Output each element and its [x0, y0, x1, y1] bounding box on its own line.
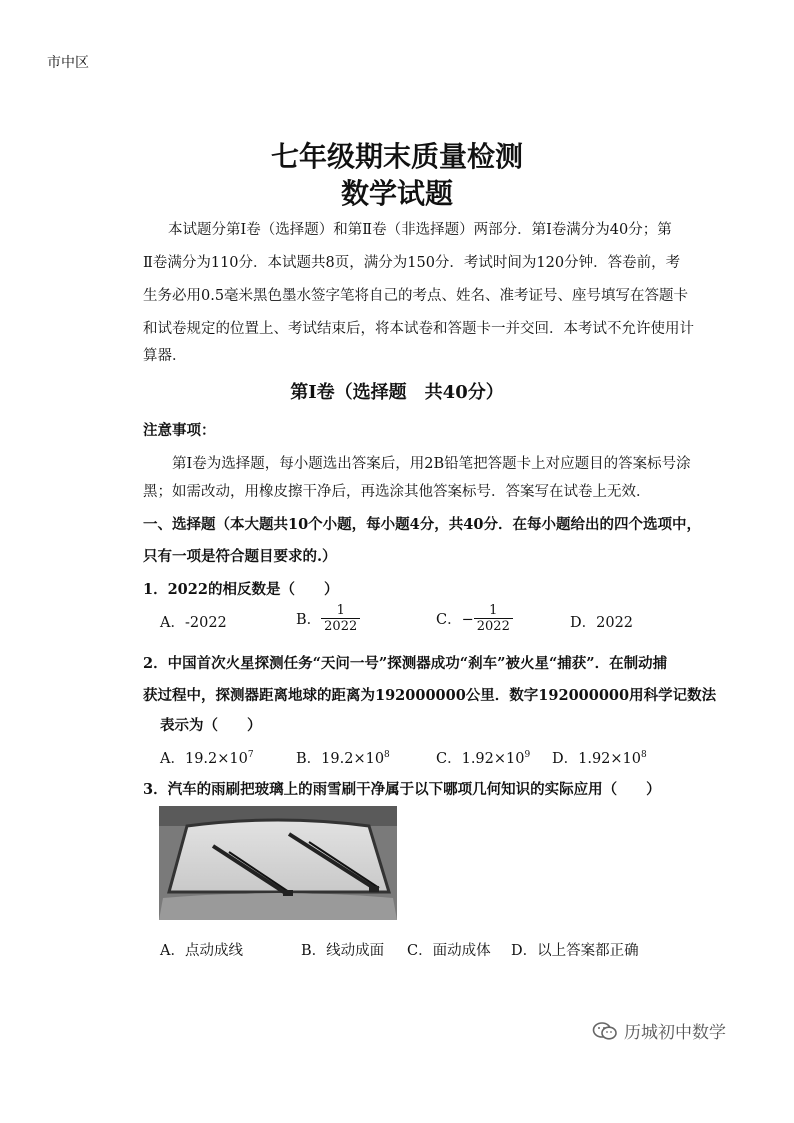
q1-option-b-label: B． [296, 612, 322, 628]
exam-title: 七年级期末质量检测 [270, 140, 523, 173]
windshield-wiper-illustration [159, 806, 397, 920]
q3-stem: 3．汽车的雨刷把玻璃上的雨雪刷干净属于以下哪项几何知识的实际应用（ ） [143, 781, 661, 798]
q2-b-base: B．19.2×10 [296, 751, 385, 767]
intro-line-1: 本试题分第Ⅰ卷（选择题）和第Ⅱ卷（非选择题）两部分．第Ⅰ卷满分为40分；第 [168, 222, 672, 238]
exam-subtitle: 数学试题 [340, 177, 453, 210]
q2-a-exponent: 7 [247, 750, 254, 761]
q2-line-3: 表示为（ ） [160, 717, 262, 734]
intro-line-3: 生务必用0.5毫米黑色墨水签字笔将自己的考点、姓名、准考证号、座号填写在答题卡 [143, 288, 689, 304]
intro-line-5: 算器． [143, 348, 187, 364]
q2-option-c [436, 747, 530, 768]
q1-b-denominator: 2022 [321, 618, 360, 634]
q2-c-base: C．1.92×10 [436, 751, 525, 767]
intro-line-4: 和试卷规定的位置上、考试结束后，将本试卷和答题卡一并交回．本考试不允许使用计 [143, 321, 694, 337]
q2-line-1: 2．中国首次火星探测任务“天问一号”探测器成功“刹车”被火星“捕获”．在制动捕 [143, 655, 668, 672]
q2-c-exponent: 9 [524, 750, 531, 761]
windshield-wiper-photo [159, 806, 397, 920]
q2-a-base: A．19.2×10 [160, 751, 248, 767]
region-label: 市中区 [47, 55, 89, 71]
notice-line-1: 第Ⅰ卷为选择题，每小题选出答案后，用2B铅笔把答题卡上对应题目的答案标号涂 [172, 456, 691, 472]
q1-option-d: D．2022 [570, 615, 634, 631]
q1-option-c [436, 603, 513, 634]
q2-option-d [552, 747, 647, 768]
q3-option-a: A．点动成线 [160, 943, 243, 959]
q1-option-a: A．-2022 [160, 615, 227, 631]
q1-option-b [296, 603, 360, 634]
q3-option-b: B．线动成面 [301, 943, 385, 959]
q2-d-base: D．1.92×10 [552, 751, 642, 767]
wechat-icon [592, 1021, 618, 1041]
q1-option-b-fraction [321, 603, 360, 634]
q1-stem: 1．2022的相反数是（ ） [143, 581, 339, 598]
q2-option-a [160, 747, 254, 768]
section-title: 第Ⅰ卷（选择题 共40分） [290, 382, 504, 403]
watermark-text: 历城初中数学 [624, 1023, 726, 1043]
q2-b-exponent: 8 [384, 750, 390, 761]
notice-line-2: 黑；如需改动，用橡皮擦干净后，再选涂其他答案标号．答案写在试卷上无效． [143, 484, 651, 500]
q1-option-c-label: C．− [436, 612, 474, 628]
part-heading-line-1: 一、选择题（本大题共10个小题，每小题4分，共40分．在每小题给出的四个选项中， [143, 516, 701, 533]
notice-label: 注意事项： [143, 422, 216, 439]
q2-line-2: 获过程中，探测器距离地球的距离为192000000公里．数字192000000用科学记数法 [143, 687, 717, 704]
q1-c-denominator: 2022 [474, 618, 513, 634]
part-heading-line-2: 只有一项是符合题目要求的.） [143, 548, 337, 565]
q2-d-exponent: 8 [641, 750, 647, 761]
watermark [592, 1018, 726, 1043]
q3-option-c: C．面动成体 [407, 943, 491, 959]
q2-option-b [296, 747, 390, 768]
intro-line-2: Ⅱ卷满分为110分．本试题共8页，满分为150分．考试时间为120分钟．答卷前，考 [143, 255, 681, 271]
q3-option-d: D．以上答案都正确 [511, 943, 639, 959]
q1-c-numerator: 1 [489, 603, 498, 618]
q1-b-numerator: 1 [336, 603, 345, 618]
q1-option-c-fraction [474, 603, 513, 634]
